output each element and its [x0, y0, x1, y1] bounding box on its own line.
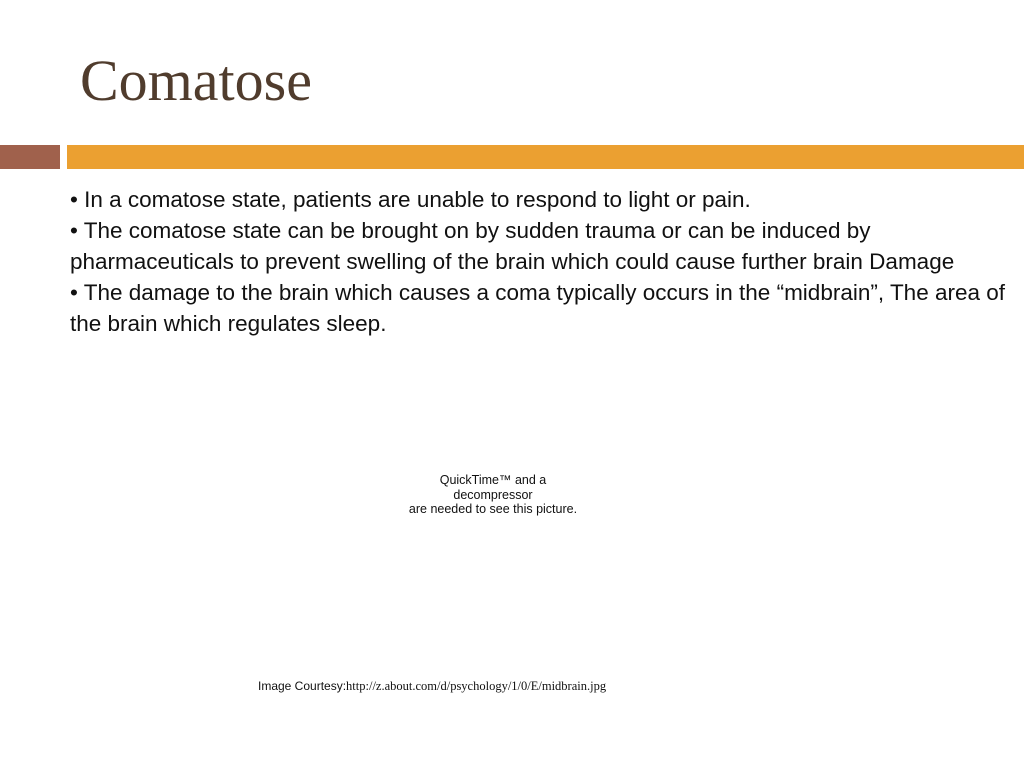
courtesy-label: Image Courtesy:	[258, 679, 347, 693]
accent-block-left	[0, 145, 60, 169]
bullet-item: • The comatose state can be brought on by sudden trauma or can be induced by pharmaceuticals to prevent swelling of the brain which could cause further brain Damage	[70, 218, 955, 274]
image-courtesy	[258, 678, 606, 694]
courtesy-url: http://z.about.com/d/psychology/1/0/E/midbrain.jpg	[346, 679, 607, 693]
placeholder-line: decompressor	[453, 487, 533, 502]
bullet-item: • The damage to the brain which causes a coma typically occurs in the “midbrain”, The area of the brain which regulates sleep.	[70, 280, 1006, 336]
image-placeholder	[376, 473, 610, 517]
bullet-list	[70, 184, 1015, 339]
placeholder-line: are needed to see this picture.	[408, 502, 578, 516]
placeholder-line: QuickTime™ and a	[439, 473, 547, 487]
accent-bar-right	[67, 145, 1024, 169]
bullet-item: • In a comatose state, patients are unable to respond to light or pain.	[70, 187, 751, 212]
slide-title: Comatose	[80, 48, 312, 113]
